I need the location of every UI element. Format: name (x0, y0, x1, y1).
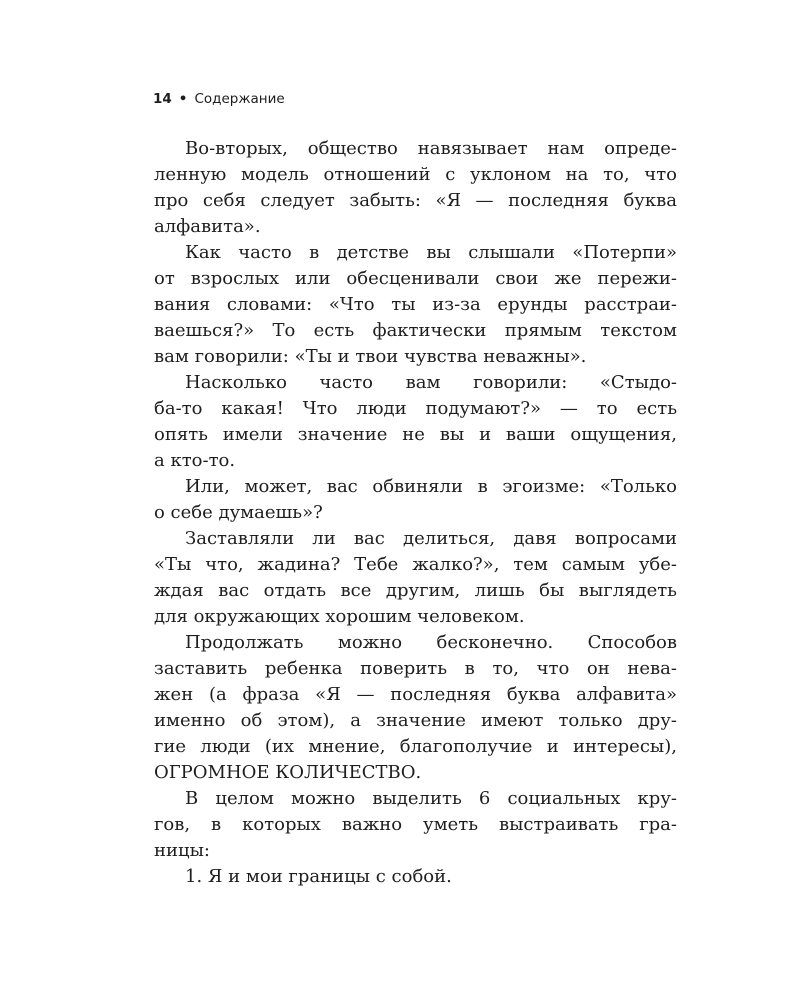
text-line: заставить ребенка поверить в то, что он нева- (154, 658, 677, 679)
text-line: В целом можно выделить 6 социальных кру- (185, 788, 677, 809)
text-line: Заставляли ли вас делиться, давя вопросами (185, 528, 677, 549)
running-header (153, 90, 285, 108)
text-line: Продолжать можно бесконечно. Способов (185, 632, 677, 653)
header-separator: • (178, 91, 188, 107)
text-line: вам говорили: «Ты и твои чувства неважны». (154, 346, 587, 367)
body-text (154, 136, 677, 890)
text-line: гов, в которых важно уметь выстраивать гра- (154, 814, 677, 835)
text-line: ваешься?» То есть фактически прямым текстом (154, 320, 677, 341)
text-line: от взрослых или обесценивали свои же пережи- (154, 268, 677, 289)
section-title: Содержание (194, 91, 285, 107)
text-line: алфавита». (154, 216, 261, 237)
page-number: 14 (153, 91, 172, 107)
text-line: опять имели значение не вы и ваши ощущения, (154, 424, 677, 445)
text-line: ОГРОМНОЕ КОЛИЧЕСТВО. (154, 762, 422, 783)
text-line: Или, может, вас обвиняли в эгоизме: «Только (185, 476, 677, 497)
text-line: 1. Я и мои границы с собой. (185, 866, 452, 887)
text-line: про себя следует забыть: «Я — последняя буква (154, 190, 677, 211)
text-line: ницы: (154, 840, 210, 861)
text-line: ба-то какая! Что люди подумают?» — то есть (154, 398, 677, 419)
text-line: для окружающих хорошим человеком. (154, 606, 525, 627)
text-line: ленную модель отношений с уклоном на то, что (154, 164, 677, 185)
text-line: «Ты что, жадина? Тебе жалко?», тем самым убе- (154, 554, 677, 575)
text-line: гие люди (их мнение, благополучие и интересы), (154, 736, 677, 757)
text-line: жен (а фраза «Я — последняя буква алфавита» (154, 684, 677, 705)
text-line: именно об этом), а значение имеют только дру- (154, 710, 677, 731)
text-line: Как часто в детстве вы слышали «Потерпи» (185, 242, 677, 263)
text-line: Во-вторых, общество навязывает нам опреде- (185, 138, 677, 159)
text-line: вания словами: «Что ты из-за ерунды расстраи- (154, 294, 677, 315)
text-line: а кто-то. (154, 450, 236, 471)
text-line: о себе думаешь»? (154, 502, 323, 523)
text-line: Насколько часто вам говорили: «Стыдо- (185, 372, 677, 393)
text-line: ждая вас отдать все другим, лишь бы выглядеть (154, 580, 677, 601)
